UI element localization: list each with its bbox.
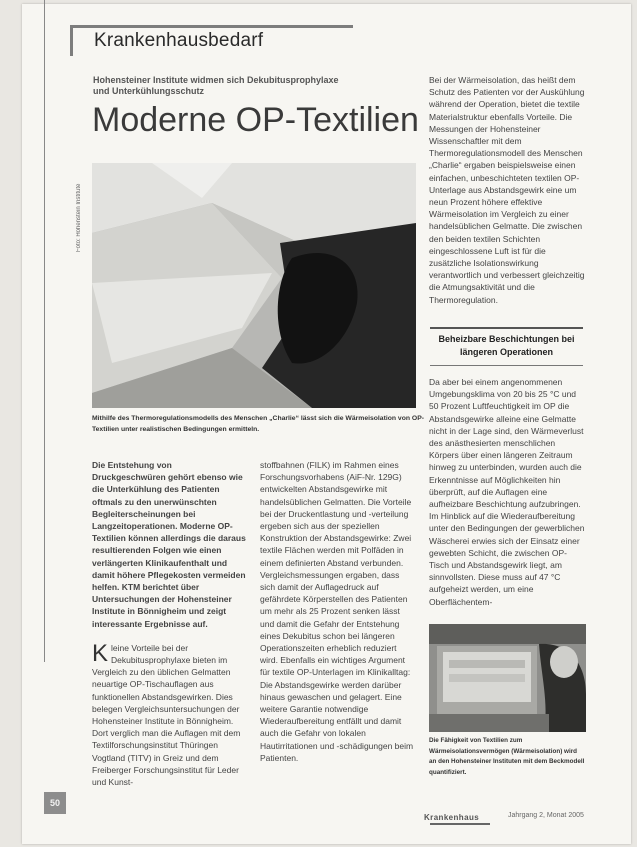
page-frame-rule <box>44 0 45 662</box>
issue-info: Jahrgang 2, Monat 2005 <box>508 812 584 819</box>
article-title: Moderne OP-Textilien <box>92 101 419 139</box>
section-title: Krankenhausbedarf <box>94 30 264 51</box>
page-number: 50 <box>44 792 66 814</box>
body-text-3: Bei der Wärmeisolation, das heißt dem Schutz des Patienten vor der Auskühlung während der Operation, bietet die textile Materialstruktur ebenfalls Vorteile. Die Messungen der Hohensteiner Wissenschaftler mit dem Thermoregulationsmodell des Menschen „Charlie“ ergaben beispielsweise einen einfachen, unbeschichteten textilen OP-Unterlage aus Abstandsgewirk eine um neun Prozent höhere effektive Wärmeisolation im Vergleich zu einer handelsüblichen Gelmatte. Die zwischen den beiden textilen Schichten eingeschlossene Luft ist für die zusätzliche Isolationswirkung verantwortlich und verbessert gleichzeitig die Atmungsaktivität und die Thermoregulation. <box>429 75 585 305</box>
article-intro: Die Entstehung von Druckgeschwüren gehört ebenso wie die Unterkühlung des Patienten oftmals zu den unerwünschten Begleiterscheinungen bei Langzeitoperationen. Moderne OP-Textilien können allerdings die daraus resultierenden Folgen wie einen verlängerten Klinikaufenthalt und damit höhere Pflegekosten vermeiden helfen. KTM berichtet über Untersuchungen der Hohensteiner Institute in Bönnigheim und zeigt interessante Ergebnisse auf. <box>92 460 246 629</box>
column-2 <box>260 459 414 764</box>
photo-credit: Foto: Hohenstein Institute <box>76 183 82 252</box>
subheading: Beheizbare Beschichtungen bei längeren Operationen <box>438 334 575 357</box>
column-1 <box>92 459 246 788</box>
lab-photo-caption: Die Fähigkeit von Textilien zum Wärmeisolationsvermögen (Wärmeisolation) wird an den Hohensteiner Instituten mit dem Beckmodell quantifiziert. <box>429 737 585 776</box>
magazine-logo: Krankenhaus <box>424 813 480 822</box>
magazine-logo-underline <box>430 823 490 825</box>
lab-measurement-photo <box>429 624 586 732</box>
body-text-4: Da aber bei einem angenommenen Umgebungsklima von 20 bis 25 °C und 50 Prozent Luftfeuchtigkeit im OP die Abstandsgewirke alleine eine Gelmatte nicht in der Lage sind, den Wärmeverlust des anästhesierten menschlichen Körpers über einen längeren Zeitraum hinweg zu unterbinden, wurden auch die Erkenntnisse auf Möglichkeiten hin überprüft, auf die Auflagen eine aufheizbare Beschichtung aufzubringen. Im Hinblick auf die Wiederaufbereitung unter den Bedingungen der gewerblichen Wäscherei erwies sich der Einsatz einer gewebten Schicht, die zwischen OP-Tisch und Abstandsgewirk liegt, am sinnvollsten. Diese muss auf 47 °C aufgeheizt werden, um eine Oberflächentem- <box>429 377 585 607</box>
photo-caption: Mithilfe des Thermoregulationsmodells des Menschen „Charlie“ lässt sich die Wärmeisolation von OP-Textilien unter realistischen Bedingungen ermitteln. <box>92 415 424 433</box>
column-4 <box>429 376 585 608</box>
article-kicker: Hohensteiner Institute widmen sich Dekubitusprophylaxe und Unterkühlungsschutz <box>93 75 339 96</box>
op-textile-photo <box>92 163 416 408</box>
subheading-rule-top <box>430 327 583 329</box>
subheading-rule-bottom <box>430 365 583 366</box>
body-text-1: leine Vorteile bei der Dekubitusprophylaxe bieten im Vergleich zu den üblichen Gelmatten neuartige OP-Tischauflagen aus funktionellen Abstandsgewirken. Dies belegen Vergleichsuntersuchungen der Hohensteiner Institute in Bönnigheim. Dort verglich man die Auflagen mit dem Textilforschungsinstitut Thüringen Vogtland (TITV) in Greiz und dem Freiberger Forschungsinstitut für Leder und Kunst- <box>92 642 241 788</box>
body-paragraph-1 <box>92 639 246 788</box>
body-text-2: stoffbahnen (FILK) im Rahmen eines Forschungsvorhabens (AiF-Nr. 129G) entwickelten Abstandsgewirke mit handelsüblichen Gelmatten. Die Vorteile bei der Druckentlastung und -verteilung ergeben sich aus der speziellen Konstruktion der Abstandsgewirke: Zwei textile Flächen werden mit Polfäden in einem definierten Abstand verbunden. Vergleichsmessungen ergaben, dass sich damit der Auflagedruck auf gefährdete Körperstellen des Patienten um mehr als 25 Prozent senken lässt und damit die Gefahr der Entstehung eines Dekubitus schon bei längeren Operationszeiten erheblich reduziert wird. Ebenfalls ein wichtiges Argument für textile OP-Unterlagen im Klinikalltag: Die Abstandsgewirke werden darüber hinaus gewaschen und gelagert. Eine weitere Garantie notwendige Wiederaufbereitung entfällt und damit auch die Gefahr von lokalen Hautirritationen und -schädigungen beim Patienten. <box>260 460 414 763</box>
drop-cap: K <box>92 639 109 667</box>
column-3 <box>429 74 585 306</box>
